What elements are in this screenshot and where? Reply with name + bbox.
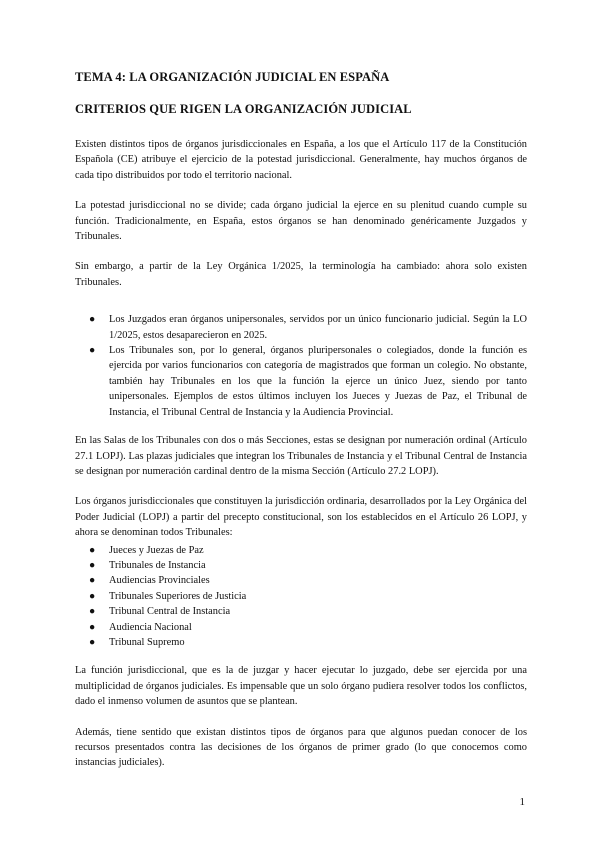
paragraph: Existen distintos tipos de órganos jurisdiccionales en España, a los que el Artículo 117 de la Constitución Española (CE) atribuye el ejercicio de la potestad jurisdiccional. Generalmente, hay muchos órganos de cada tipo distribuidos por todo el territorio nacional. — [75, 139, 527, 181]
bullet-icon: ● — [89, 544, 96, 556]
list-item: ● Tribunales Superiores de Justicia — [75, 589, 527, 604]
paragraph: La función jurisdiccional, que es la de juzgar y hacer ejecutar lo juzgado, debe ser ejercida por una multiplicidad de órganos judiciales. Es impensable que un solo órgano pudiera resolver todos los conflictos, dado el inmenso volumen de asuntos que se plantean. — [75, 665, 527, 708]
bullet-icon: ● — [89, 621, 96, 633]
paragraph: Además, tiene sentido que existan distintos tipos de órganos para que algunos puedan conocer de los recursos presentados contra las decisiones de los órganos de primer grado (lo que conocemos como instancias judiciales). — [75, 726, 527, 769]
paragraph: La potestad jurisdiccional no se divide; cada órgano judicial la ejerce en su plenitud cuando cumple su función. Tradicionalmente, en España, estos órganos se han denominado genéricamente Juzgados y Tribunales. — [75, 200, 527, 243]
paragraph: Los órganos jurisdiccionales que constituyen la jurisdicción ordinaria, desarrollados por la Ley Orgánica del Poder Judicial (LOPJ) a partir del precepto constitucional, son los establecidos en el Artículo 26 LOPJ, y ahora se denominan todos Tribunales: — [75, 496, 527, 539]
page-number: 1 — [519, 796, 525, 808]
paragraph: Sin embargo, a partir de la Ley Orgánica 1/2025, la terminología ha cambiado: ahora solo existen Tribunales. — [75, 261, 527, 288]
bullet-icon: ● — [89, 559, 96, 571]
list-item: ● Tribunales de Instancia — [75, 558, 527, 573]
document-title: TEMA 4: LA ORGANIZACIÓN JUDICIAL EN ESPAÑA — [75, 70, 390, 84]
list-item: ● Tribunal Central de Instancia — [75, 604, 527, 619]
list-item: ● Audiencias Provinciales — [75, 573, 527, 588]
list-item: ● Los Juzgados eran órganos unipersonales, servidos por un único funcionario judicial. Según la LO 1/2025, estos desaparecieron en 2025. — [89, 314, 527, 341]
bullet-icon: ● — [89, 314, 96, 326]
list-item: ● Jueces y Juezas de Paz — [75, 543, 527, 558]
list-item: ● Audiencia Nacional — [75, 620, 527, 635]
section-heading: CRITERIOS QUE RIGEN LA ORGANIZACIÓN JUDICIAL — [75, 102, 412, 116]
list-item: ● Tribunal Supremo — [75, 635, 527, 650]
bullet-list-juzgados-tribunales — [75, 312, 527, 420]
bullet-icon: ● — [89, 636, 96, 648]
bullet-icon: ● — [89, 606, 96, 618]
bullet-icon: ● — [89, 575, 96, 587]
document-page — [75, 70, 527, 786]
list-item: ● Los Tribunales son, por lo general, órganos pluripersonales o colegiados, donde la función es ejercida por varios funcionarios con categoría de magistrados que forman un colegio. No obstante, también hay Tribunales en los que la función la ejerce un único Juez, siendo por tanto unipersonales. Ejemplos de estos últimos incluyen los Jueces y Juezas de Paz, el Tribunal de Instancia, el Tribunal Central de Instancia y la Audiencia Provincial. — [89, 345, 527, 418]
bullet-icon: ● — [89, 345, 96, 357]
bullet-icon: ● — [89, 590, 96, 602]
bullet-list-organos — [75, 543, 527, 651]
paragraph: En las Salas de los Tribunales con dos o más Secciones, estas se designan por numeración ordinal (Artículo 27.1 LOPJ). Las plazas judiciales que integran los Tribunales de Instancia y el Tribunal Central de Instancia se designan por numeración cardinal dentro de la misma Sección (Artículo 27.2 LOPJ). — [75, 435, 527, 477]
